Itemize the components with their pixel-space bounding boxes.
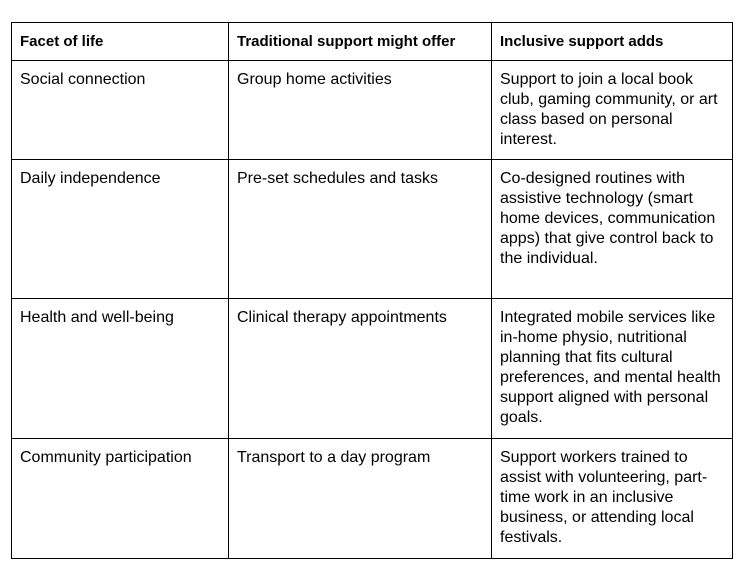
cell-facet: Health and well-being (12, 299, 229, 439)
header-inclusive-support: Inclusive support adds (492, 23, 733, 61)
table-row (12, 299, 733, 439)
table-row (12, 61, 733, 160)
cell-traditional: Pre-set schedules and tasks (229, 160, 492, 299)
cell-facet: Daily independence (12, 160, 229, 299)
cell-traditional: Clinical therapy appointments (229, 299, 492, 439)
cell-inclusive: Co-designed routines with assistive technology (smart home devices, communication apps) that give control back to the individual. (492, 160, 733, 299)
table-header-row (12, 23, 733, 61)
cell-inclusive: Support workers trained to assist with volunteering, part-time work in an inclusive business, or attending local festivals. (492, 439, 733, 559)
comparison-table (11, 22, 733, 559)
header-traditional-support: Traditional support might offer (229, 23, 492, 61)
cell-traditional: Group home activities (229, 61, 492, 160)
cell-traditional: Transport to a day program (229, 439, 492, 559)
table-row (12, 439, 733, 559)
cell-facet: Social connection (12, 61, 229, 160)
table-row (12, 160, 733, 299)
cell-inclusive: Support to join a local book club, gaming community, or art class based on personal interest. (492, 61, 733, 160)
cell-facet: Community participation (12, 439, 229, 559)
cell-inclusive: Integrated mobile services like in-home physio, nutritional planning that fits cultural preferences, and mental health support aligned with personal goals. (492, 299, 733, 439)
header-facet-of-life: Facet of life (12, 23, 229, 61)
